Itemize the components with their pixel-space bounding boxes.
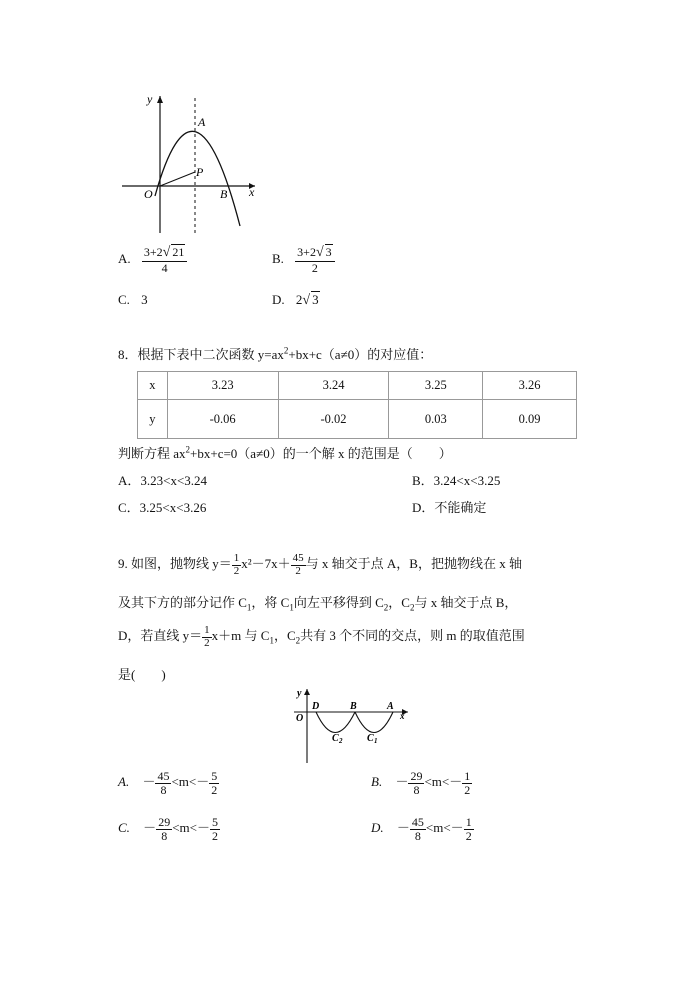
denominator: 2: [311, 260, 318, 275]
c1-c2-figure: [290, 685, 415, 765]
minus-sign: －: [396, 820, 410, 836]
fraction: [156, 816, 172, 842]
option-coefficient: 2: [295, 292, 303, 307]
subscript: 1: [269, 635, 274, 646]
fraction: [408, 770, 424, 796]
numerator: 29: [410, 769, 423, 783]
fraction: [210, 816, 220, 842]
option-letter: A.: [118, 774, 130, 790]
numerator: 3+2: [297, 245, 316, 259]
option-letter: B.: [272, 251, 284, 267]
subscript: 1: [289, 602, 294, 613]
numerator: 45: [157, 769, 170, 783]
point-p-label: P: [196, 165, 204, 179]
subscript: 1: [246, 602, 252, 613]
q9-option-a[interactable]: [118, 770, 219, 796]
c2-label: C: [332, 733, 339, 744]
q9-line-1: [118, 553, 522, 577]
table-cell: 0.03: [389, 400, 483, 439]
q8-option-b[interactable]: B．3.24<x<3.25: [412, 473, 501, 488]
y-axis-label: y: [147, 92, 153, 106]
numerator: 45: [411, 815, 424, 829]
numerator: 1: [465, 815, 472, 829]
option-letter: B.: [371, 774, 383, 790]
option-letter: C.: [118, 820, 130, 836]
minus-sign: －: [143, 820, 157, 836]
denominator: 8: [161, 828, 168, 843]
text-part: 与 x 轴交于点 A，B，把抛物线在 x 轴: [305, 556, 522, 572]
c2-subscript: 2: [339, 737, 343, 745]
fraction: [462, 770, 472, 796]
option-value: 3: [141, 292, 148, 307]
numerator: 1: [233, 552, 240, 564]
fraction: [202, 625, 212, 649]
fraction: [209, 770, 219, 796]
inequality: <m<－: [171, 774, 210, 790]
x-axis-label: x: [249, 185, 255, 199]
fraction: [291, 553, 306, 577]
fraction: [155, 770, 171, 796]
inequality: <m<－: [424, 774, 463, 790]
q8-stem: [118, 344, 432, 363]
q9-line-2: [118, 592, 517, 613]
table-cell: 3.25: [389, 372, 483, 400]
option-b-fraction: $\frac{3+2√ 3}{2}$: [295, 246, 334, 274]
radicand: 3: [325, 245, 332, 259]
q9-line-3: [118, 625, 525, 649]
q8-option-a[interactable]: A．3.23<x<3.24: [118, 473, 208, 488]
text-part: ，C: [388, 595, 410, 610]
option-a-fraction: $\frac{3+2√ 21}{4}$: [142, 246, 187, 274]
numerator: 1: [204, 624, 210, 636]
option-letter: D.: [272, 292, 285, 307]
denominator: 2: [464, 782, 471, 797]
denominator: 4: [161, 260, 168, 275]
inequality: <m<－: [425, 820, 464, 836]
numerator: 5: [211, 769, 218, 783]
minus-sign: －: [395, 774, 409, 790]
numerator: 5: [211, 815, 218, 829]
fraction: [464, 816, 474, 842]
point-d-label: D: [312, 701, 320, 712]
point-a-label: A: [198, 115, 206, 129]
table-cell: y: [138, 400, 168, 439]
table-cell: x: [138, 372, 168, 400]
origin-label: O: [296, 713, 304, 724]
text-part: 向左平移得到 C: [293, 595, 384, 610]
text-part: x＋m 与 C: [211, 628, 270, 644]
table-cell: 3.23: [167, 372, 278, 400]
q8-stem-part: 8．根据下表中二次函数 y=ax: [118, 347, 284, 362]
q7-option-d[interactable]: D. 2√ 3: [272, 292, 319, 308]
values-table: [137, 371, 577, 439]
q9-option-b[interactable]: [371, 770, 472, 796]
q8-question-part: 判断方程 ax: [118, 446, 186, 461]
denominator: 2: [233, 564, 240, 577]
q9-line-4: 是( ): [118, 667, 166, 682]
denominator: 2: [295, 564, 301, 577]
q8-question-part: +bx+c=0（a≠0）的一个解 x 的范围是（ ）: [190, 446, 452, 461]
denominator: 2: [211, 782, 218, 797]
option-letter: D.: [371, 820, 384, 836]
origin-label: O: [144, 187, 153, 201]
x-axis-label: x: [400, 711, 405, 721]
denominator: 8: [414, 828, 421, 843]
option-letter: C.: [118, 292, 130, 307]
numerator: 45: [292, 552, 304, 564]
denominator: 8: [413, 782, 420, 797]
numerator: 3+2: [143, 245, 163, 259]
table-cell: -0.06: [167, 400, 278, 439]
fraction: [232, 553, 242, 577]
exponent: 2: [283, 345, 289, 356]
text-part: x²－7x＋: [241, 556, 291, 572]
denominator: 2: [465, 828, 472, 843]
table-cell: 0.09: [483, 400, 577, 439]
q8-option-c[interactable]: C．3.25<x<3.26: [118, 500, 207, 515]
subscript: 2: [409, 602, 415, 613]
exponent: 2: [185, 444, 191, 455]
point-a-label: A: [387, 701, 394, 712]
table-row: [138, 400, 577, 439]
text-part: 与 x 轴交于点 B，: [414, 595, 518, 610]
q7-option-b[interactable]: [272, 246, 335, 274]
radicand: 3: [312, 292, 319, 307]
denominator: 8: [160, 782, 167, 797]
option-letter: A.: [118, 251, 131, 267]
point-b-label: B: [350, 701, 357, 712]
denominator: 2: [204, 636, 210, 649]
parabola-figure: [115, 88, 265, 238]
y-axis-label: y: [297, 688, 302, 699]
subscript: 2: [383, 602, 389, 613]
q8-stem-part: +bx+c（a≠0）的对应值：: [288, 347, 433, 362]
text-part: ，C: [273, 628, 296, 644]
text-part: D，若直线 y＝: [118, 628, 203, 644]
table-cell: 3.26: [483, 372, 577, 400]
q9-option-d[interactable]: [371, 816, 474, 842]
q7-option-a[interactable]: [118, 246, 187, 274]
table-cell: 3.24: [278, 372, 389, 400]
point-b-label: B: [220, 187, 228, 201]
q8-question: [118, 443, 452, 462]
c1-subscript: 1: [374, 737, 378, 745]
q8-option-d[interactable]: D．不能确定: [412, 500, 487, 515]
radicand: 21: [172, 245, 185, 259]
text-part: 9. 如图，抛物线 y＝: [118, 556, 232, 572]
numerator: 1: [464, 769, 471, 783]
text-part: 共有 3 个不同的交点，则 m 的取值范围: [300, 628, 525, 644]
q9-option-c[interactable]: [118, 816, 220, 842]
minus-sign: －: [142, 774, 156, 790]
q7-option-c[interactable]: [118, 292, 148, 308]
subscript: 2: [295, 635, 301, 646]
fraction: [410, 816, 426, 842]
text-part: ，将 C: [251, 595, 290, 610]
text-part: 及其下方的部分记作 C: [118, 595, 247, 610]
inequality: <m<－: [172, 820, 210, 836]
denominator: 2: [211, 828, 218, 843]
numerator: 29: [158, 815, 171, 829]
table-cell: -0.02: [278, 400, 389, 439]
table-row: [138, 372, 577, 400]
c1-label: C: [367, 733, 374, 744]
